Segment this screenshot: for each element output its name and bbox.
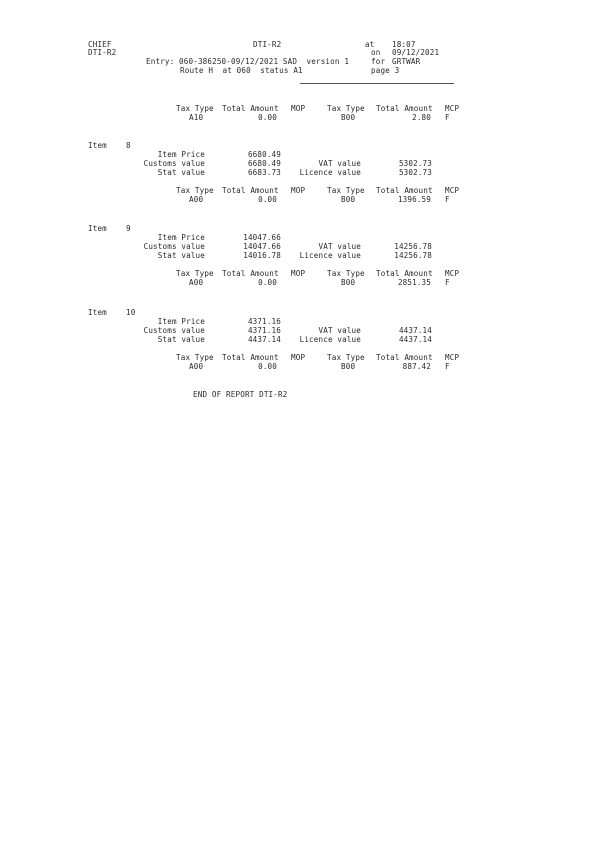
item-price-label: Item Price <box>157 233 205 242</box>
tax-header-amount: Total Amount <box>222 104 279 113</box>
tax-cell: F <box>445 113 450 122</box>
licence-value: 5302.73 <box>398 168 432 177</box>
item-price-value: 4371.16 <box>247 317 281 326</box>
item-label: Item <box>88 141 107 150</box>
tax-header-mcp: MCP <box>445 186 460 195</box>
tax-cell: F <box>445 362 450 371</box>
stat-value: 4437.14 <box>247 335 281 344</box>
item-price-label: Item Price <box>157 317 205 326</box>
stat-value: 14016.78 <box>243 251 281 260</box>
tax-header-type-2: Tax Type <box>327 269 365 278</box>
tax-header-mcp: MCP <box>445 104 460 113</box>
item-price-value: 6680.49 <box>247 150 281 159</box>
tax-cell: F <box>445 278 450 287</box>
licence-value: 4437.14 <box>398 335 432 344</box>
tax-header-type: Tax Type <box>176 353 214 362</box>
tax-cell: 2.80 <box>412 113 431 122</box>
tax-cell: 0.00 <box>258 113 277 122</box>
customs-value: 4371.16 <box>247 326 281 335</box>
tax-cell: 0.00 <box>258 195 277 204</box>
tax-header-amount-2: Total Amount <box>376 104 433 113</box>
item-label: Item <box>88 308 107 317</box>
tax-cell: A00 <box>189 195 204 204</box>
header-left-title: CHIEF <box>88 40 112 49</box>
vat-value-label: VAT value <box>318 326 361 335</box>
page-number: page 3 <box>371 66 400 75</box>
report-id-title: DTI-R2 <box>253 40 282 49</box>
tax-cell: A00 <box>189 362 204 371</box>
tax-cell: B00 <box>341 113 356 122</box>
tax-cell: 2851.35 <box>397 278 431 287</box>
tax-header-amount-2: Total Amount <box>376 186 433 195</box>
tax-cell: 0.00 <box>258 362 277 371</box>
item-price-value: 14047.66 <box>243 233 281 242</box>
tax-cell: B00 <box>341 195 356 204</box>
for-label: for <box>371 57 386 66</box>
tax-cell: F <box>445 195 450 204</box>
tax-header-amount-2: Total Amount <box>376 269 433 278</box>
report-time: 18:07 <box>392 40 416 49</box>
customs-value-label: Customs value <box>143 159 205 168</box>
tax-cell: A10 <box>189 113 204 122</box>
licence-value-label: Licence value <box>299 335 361 344</box>
customs-value-label: Customs value <box>143 242 205 251</box>
tax-cell: B00 <box>341 362 356 371</box>
customs-value-label: Customs value <box>143 326 205 335</box>
tax-header-amount-2: Total Amount <box>376 353 433 362</box>
tax-header-mcp: MCP <box>445 269 460 278</box>
licence-value-label: Licence value <box>299 168 361 177</box>
item-number: 9 <box>126 224 131 233</box>
licence-value-label: Licence value <box>299 251 361 260</box>
tax-header-mop: MOP <box>291 186 306 195</box>
tax-header-type-2: Tax Type <box>327 353 365 362</box>
tax-cell: B00 <box>341 278 356 287</box>
tax-header-type: Tax Type <box>176 104 214 113</box>
vat-value-label: VAT value <box>318 242 361 251</box>
licence-value: 14256.78 <box>394 251 432 260</box>
item-label: Item <box>88 224 107 233</box>
item-price-label: Item Price <box>157 150 205 159</box>
at-label: at <box>365 40 375 49</box>
for-value: GRTWAR <box>392 57 421 66</box>
route-line: Route H at 060 status A1 <box>180 66 303 75</box>
tax-header-amount: Total Amount <box>222 269 279 278</box>
tax-header-type: Tax Type <box>176 186 214 195</box>
stat-value: 6683.73 <box>247 168 281 177</box>
tax-header-amount: Total Amount <box>222 353 279 362</box>
item-number: 10 <box>126 308 136 317</box>
tax-cell: A00 <box>189 278 204 287</box>
entry-line: Entry: 060-386250-09/12/2021 SAD version 1 <box>146 57 350 66</box>
tax-header-mop: MOP <box>291 353 306 362</box>
tax-header-mop: MOP <box>291 104 306 113</box>
vat-value-label: VAT value <box>318 159 361 168</box>
tax-header-type-2: Tax Type <box>327 186 365 195</box>
stat-value-label: Stat value <box>157 335 205 344</box>
item-number: 8 <box>126 141 131 150</box>
tax-cell: 1396.59 <box>397 195 431 204</box>
stat-value-label: Stat value <box>157 251 205 260</box>
report-date: 09/12/2021 <box>392 48 440 57</box>
tax-header-mop: MOP <box>291 269 306 278</box>
end-of-report: END OF REPORT DTI-R2 <box>193 390 288 399</box>
customs-value: 6680.49 <box>247 159 281 168</box>
tax-header-mcp: MCP <box>445 353 460 362</box>
tax-cell: 887.42 <box>402 362 431 371</box>
stat-value-label: Stat value <box>157 168 205 177</box>
tax-header-type-2: Tax Type <box>327 104 365 113</box>
vat-value: 14256.78 <box>394 242 432 251</box>
vat-value: 4437.14 <box>398 326 432 335</box>
tax-cell: 0.00 <box>258 278 277 287</box>
header-left-subtitle: DTI-R2 <box>88 48 117 57</box>
vat-value: 5302.73 <box>398 159 432 168</box>
header-divider <box>300 83 454 84</box>
tax-header-amount: Total Amount <box>222 186 279 195</box>
on-label: on <box>371 48 381 57</box>
customs-value: 14047.66 <box>243 242 281 251</box>
tax-header-type: Tax Type <box>176 269 214 278</box>
